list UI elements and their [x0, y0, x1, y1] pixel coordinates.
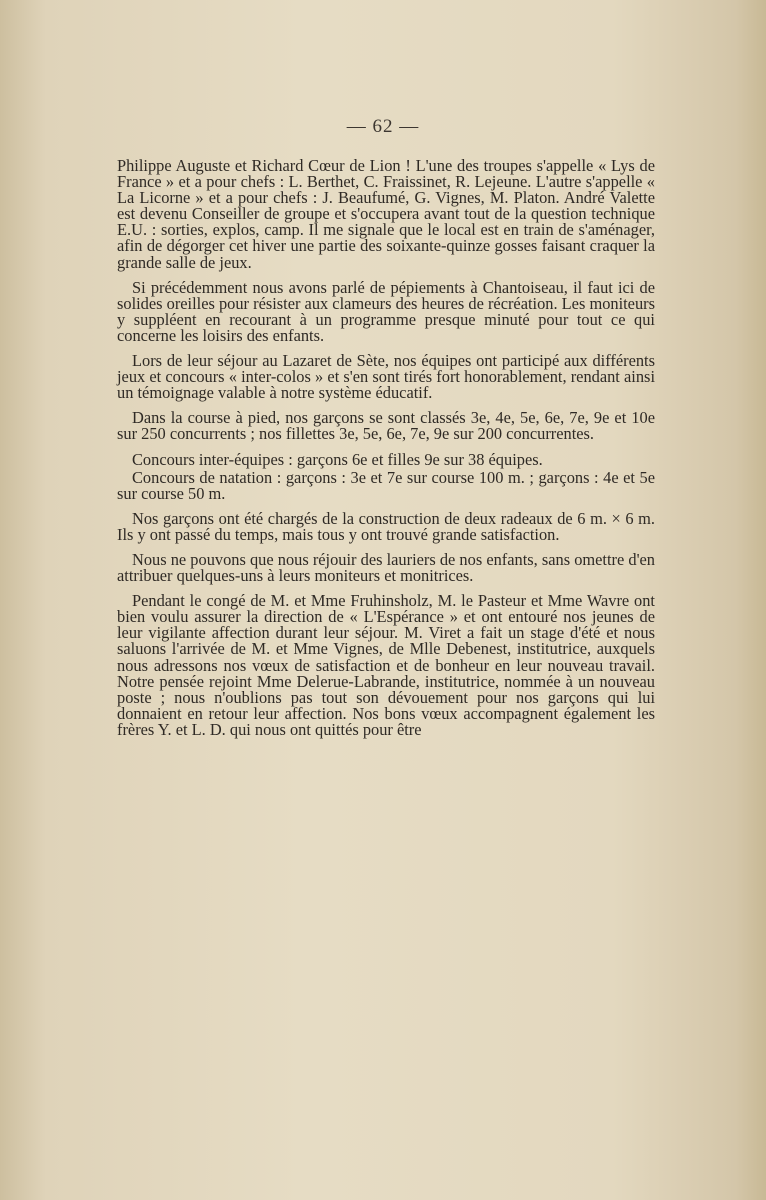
- page-number: — 62 —: [346, 116, 420, 137]
- paragraph: Nous ne pouvons que nous réjouir des lauriers de nos enfants, sans omettre d'en attribuer quelques-uns à leurs moniteurs et monitrices.: [117, 549, 655, 586]
- paragraph: Concours inter-équipes : garçons 6e et filles 9e sur 38 équipes.: [132, 449, 543, 469]
- paragraph: Concours de natation : garçons : 3e et 7e sur course 100 m. ; garçons : 4e et 5e sur course 50 m.: [117, 467, 655, 503]
- paragraph: Pendant le congé de M. et Mme Fruhinsholz, M. le Pasteur et Mme Wavre ont bien voulu assurer la direction de « L'Espérance » et ont entouré nos jeunes de leur vigilante affection durant leur séjour. M. Viret a fait un stage d'été et nous saluons l'arrivée de M. et Mme Vignes, de Mlle Debenest, institutrice, auxquels nous adressons nos vœux de satisfaction et de bonheur en leur nouveau travail. Notre pensée rejoint Mme Delerue-Labrande, institutrice, nommée à un nouveau poste ; nous n'oublions pas tout son dévouement pour nos garçons qui lui donnaient en retour leur affection. Nos bons vœux accompagnent également les frères Y. et L. D. qui nous ont quittés pour être: [117, 591, 655, 739]
- paragraph: Lors de leur séjour au Lazaret de Sète, nos équipes ont participé aux différents jeux et concours « inter-colos » et s'en sont tirés fort honorablement, rendant ainsi un témoignage valable à notre système éducatif.: [117, 351, 655, 403]
- paragraph: Dans la course à pied, nos garçons se sont classés 3e, 4e, 5e, 6e, 7e, 9e et 10e sur 250 concurrents ; nos fillettes 3e, 5e, 6e, 7e, 9e sur 200 concurrentes.: [117, 408, 655, 444]
- paragraph: Nos garçons ont été chargés de la construction de deux radeaux de 6 m. × 6 m. Ils y ont passé du temps, mais tous y ont trouvé grande satisfaction.: [117, 508, 655, 544]
- body-text: [117, 158, 655, 747]
- paragraph: Philippe Auguste et Richard Cœur de Lion ! L'une des troupes s'appelle « Lys de France » et a pour chefs : L. Berthet, C. Fraissinet, R. Lejeune. L'autre s'appelle « La Licorne » et a pour chefs : J. Beaufumé, G. Vignes, M. Platon. André Valette est devenu Conseiller de groupe et s'occupera avant tout de la question technique E.U. : sorties, explos, camp. Il me signale que le local est en train de s'aménager, afin de dégorger cet hiver une partie des soixante-quinze gosses faisant craquer la grande salle de jeux.: [117, 156, 655, 272]
- paragraph: Si précédemment nous avons parlé de pépiements à Chantoiseau, il faut ici de solides oreilles pour résister aux clameurs des heures de récréation. Les moniteurs y suppléent en recourant à un programme presque minuté pour tout ce qui concerne les loisirs des enfants.: [117, 277, 655, 345]
